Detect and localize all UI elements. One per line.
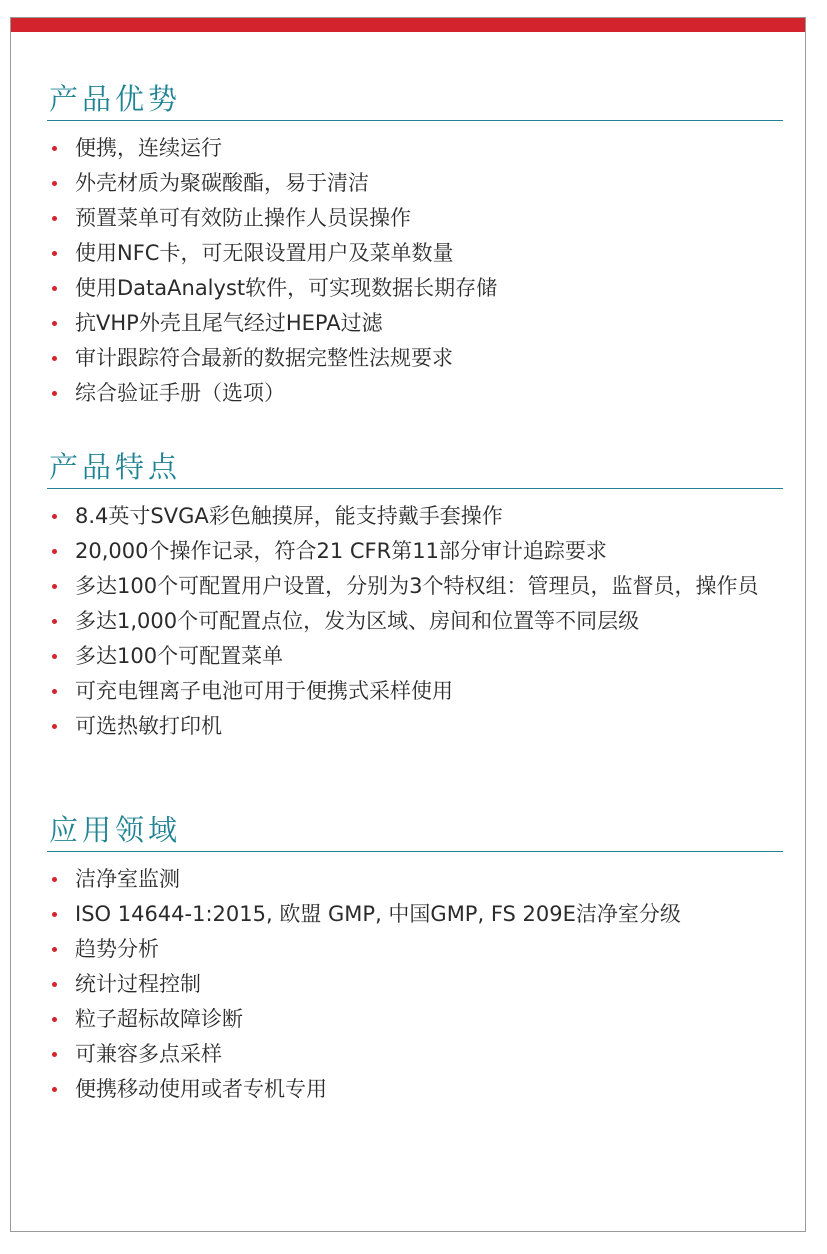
list-item: 多达1,000个可配置点位，发为区域、房间和位置等不同层级 — [47, 606, 783, 636]
bullet-dot-icon — [52, 982, 57, 987]
page-frame — [10, 17, 806, 1232]
bullet-dot-icon — [52, 724, 57, 729]
section-title-features: 产品特点 — [47, 448, 783, 489]
bullet-dot-icon — [52, 1052, 57, 1057]
bullet-dot-icon — [52, 514, 57, 519]
list-item: ISO 14644-1:2015, 欧盟 GMP, 中国GMP, FS 209E洁净室分级 — [47, 899, 783, 929]
list-item: 洁净室监测 — [47, 864, 783, 894]
section-applications — [47, 811, 783, 1109]
bullet-dot-icon — [52, 1087, 57, 1092]
bullet-dot-icon — [52, 251, 57, 256]
bullet-dot-icon — [52, 654, 57, 659]
list-item: 8.4英寸SVGA彩色触摸屏，能支持戴手套操作 — [47, 501, 783, 531]
list-item: 便携，连续运行 — [47, 133, 783, 163]
bullet-dot-icon — [52, 286, 57, 291]
features-list — [47, 501, 783, 741]
list-item: 多达100个可配置菜单 — [47, 641, 783, 671]
bullet-dot-icon — [52, 146, 57, 151]
bullet-dot-icon — [52, 912, 57, 917]
list-item: 综合验证手册（选项） — [47, 378, 783, 408]
list-item: 使用DataAnalyst软件，可实现数据长期存储 — [47, 273, 783, 303]
list-item: 趋势分析 — [47, 934, 783, 964]
bullet-dot-icon — [52, 321, 57, 326]
bullet-dot-icon — [52, 877, 57, 882]
list-item: 预置菜单可有效防止操作人员误操作 — [47, 203, 783, 233]
bullet-dot-icon — [52, 689, 57, 694]
applications-list — [47, 864, 783, 1104]
bullet-dot-icon — [52, 391, 57, 396]
list-item: 可充电锂离子电池可用于便携式采样使用 — [47, 676, 783, 706]
bullet-dot-icon — [52, 584, 57, 589]
list-item: 审计跟踪符合最新的数据完整性法规要求 — [47, 343, 783, 373]
list-item: 20,000个操作记录，符合21 CFR第11部分审计追踪要求 — [47, 536, 783, 566]
list-item: 抗VHP外壳且尾气经过HEPA过滤 — [47, 308, 783, 338]
bullet-dot-icon — [52, 181, 57, 186]
list-item: 便携移动使用或者专机专用 — [47, 1074, 783, 1104]
section-title-advantages: 产品优势 — [47, 80, 783, 121]
bullet-dot-icon — [52, 216, 57, 221]
list-item: 外壳材质为聚碳酸酯，易于清洁 — [47, 168, 783, 198]
list-item: 使用NFC卡，可无限设置用户及菜单数量 — [47, 238, 783, 268]
bullet-dot-icon — [52, 1017, 57, 1022]
list-item: 粒子超标故障诊断 — [47, 1004, 783, 1034]
list-item: 可兼容多点采样 — [47, 1039, 783, 1069]
section-advantages — [47, 80, 783, 413]
section-features — [47, 448, 783, 746]
section-title-applications: 应用领域 — [47, 811, 783, 852]
list-item: 多达100个可配置用户设置，分别为3个特权组：管理员，监督员，操作员 — [47, 571, 783, 601]
list-item: 可选热敏打印机 — [47, 711, 783, 741]
list-item: 统计过程控制 — [47, 969, 783, 999]
bullet-dot-icon — [52, 619, 57, 624]
advantages-list — [47, 133, 783, 408]
bullet-dot-icon — [52, 947, 57, 952]
bullet-dot-icon — [52, 356, 57, 361]
bullet-dot-icon — [52, 549, 57, 554]
top-accent-bar — [11, 18, 805, 32]
